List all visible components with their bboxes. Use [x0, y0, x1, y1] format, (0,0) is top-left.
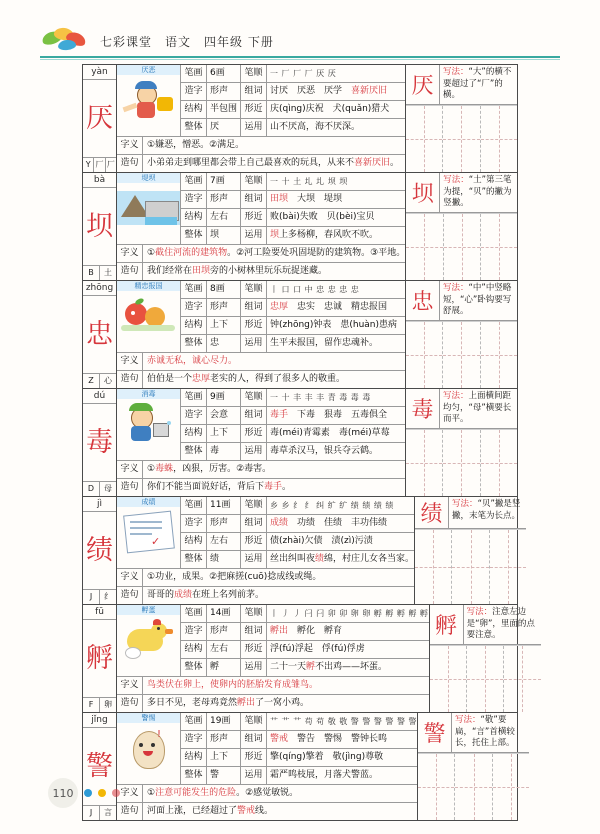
label-bihua: 笔画 — [181, 497, 207, 514]
value-zaozi: 形声 — [207, 515, 241, 532]
value-ziyi: ①截住河流的建筑物。②河工险要处巩固堤防的建筑物。③平地。 — [147, 248, 406, 258]
illustration-cell — [117, 65, 181, 136]
practice-grid-box[interactable] — [443, 106, 480, 173]
char-code: J — [83, 806, 100, 820]
character-entry-row — [83, 389, 517, 497]
practice-grid-box[interactable] — [467, 646, 504, 713]
model-character: 毒 — [406, 389, 440, 428]
footer-dot-icon — [112, 789, 120, 797]
entry-detail-cell — [117, 713, 417, 820]
label-zuci: 组词 — [241, 623, 267, 640]
char-code: 母 — [104, 484, 112, 493]
footer-dot-icon — [84, 789, 92, 797]
char-headword-cell — [83, 65, 117, 172]
label-bihua: 笔画 — [181, 281, 207, 298]
header-title: 七彩课堂 语文 四年级 下册 — [100, 34, 274, 49]
value-bishun: 一 十 丰 丰 丰 青 毒 毒 毒 — [270, 393, 371, 402]
exam-paper-illustration: ✓ — [117, 507, 180, 568]
practice-grid-box[interactable] — [443, 430, 480, 497]
value-bihua: 8画 — [207, 281, 241, 298]
char-headword-cell — [83, 173, 117, 280]
value-jiegou: 左右 — [207, 533, 241, 550]
value-xingjin: 浮(fú)浮起 俘(fú)俘虏 — [270, 644, 365, 654]
practice-grid-box[interactable] — [406, 430, 443, 497]
label-yunyong: 运用 — [241, 443, 267, 460]
practice-grid-box[interactable] — [481, 322, 517, 389]
character-entry-row — [83, 281, 517, 389]
label-xingjin: 形近 — [241, 425, 267, 442]
value-jiegou: 上下 — [207, 425, 241, 442]
char-code: 厂 — [106, 160, 115, 169]
character-entry-row — [83, 713, 517, 820]
value-zuci: 田坝 大坝 堤坝 — [270, 194, 343, 204]
value-jiegou: 上下 — [207, 317, 241, 334]
writing-note: 写法：“大”的横不要超过了“厂”的横。 — [443, 67, 512, 100]
boy-refusing-illustration — [117, 75, 180, 136]
value-zuci: 警戒 警告 警惕 警钟长鸣 — [270, 734, 388, 744]
label-xingjin: 形近 — [241, 641, 267, 658]
character-entry-row — [83, 173, 517, 281]
value-bishun: 一 厂 厂 厂 厌 厌 — [270, 69, 337, 78]
value-xingjin: 庆(qìng)庆祝 犬(quǎn)猎犬 — [270, 104, 390, 114]
value-zaoju: 我们经常在田坝旁的小树林里玩乐玩捉迷藏。 — [147, 266, 328, 276]
value-zaozi: 形声 — [207, 83, 241, 100]
label-jiegou: 结构 — [181, 641, 207, 658]
practice-grid[interactable] — [406, 429, 517, 497]
page-number: 110 — [48, 778, 78, 808]
char-headword-cell — [83, 497, 117, 604]
value-zuci: 成绩 功绩 佳绩 丰功伟绩 — [270, 518, 388, 528]
model-character: 绩 — [415, 497, 449, 528]
pinyin-label: jǐng — [83, 713, 116, 728]
practice-grid[interactable] — [430, 645, 541, 713]
label-xingjin: 形近 — [241, 749, 267, 766]
value-zaoju: 多日不见，老母鸡竟然孵出了一窝小鸡。 — [147, 698, 310, 708]
label-zaozi: 造字 — [181, 623, 207, 640]
illustration-cell — [117, 173, 181, 244]
practice-grid-box[interactable] — [481, 214, 517, 281]
label-ziyi: 字义 — [117, 785, 143, 802]
value-ziyi: ①功业，成果。②把麻搓(cuō)捻成线或绳。 — [147, 572, 322, 582]
value-bihua: 9画 — [207, 389, 241, 406]
value-zaozi: 会意 — [207, 407, 241, 424]
char-code-row — [83, 697, 116, 712]
practice-grid[interactable] — [406, 321, 517, 389]
value-ziyi: ①毒蛛，凶狠，厉害。②毒害。 — [147, 464, 272, 474]
label-zaoju: 造句 — [117, 587, 143, 604]
value-bishun: 丨 口 口 中 忠 忠 忠 忠 — [270, 285, 360, 294]
model-character: 厌 — [406, 65, 440, 104]
value-bihua: 19画 — [207, 713, 241, 730]
value-xingjin: 擎(qíng)擎着 敬(jìng)尊敬 — [270, 752, 384, 762]
value-ziyi: ①嫌恶，憎恶。②满足。 — [147, 140, 245, 150]
label-ziyi: 字义 — [117, 245, 143, 262]
label-bihua: 笔画 — [181, 713, 207, 730]
label-bishun: 笔顺 — [241, 713, 267, 730]
practice-grid-box[interactable] — [452, 530, 489, 604]
value-zaoju: 伯伯是一个忠厚老实的人，得到了很多人的敬重。 — [147, 374, 346, 384]
value-zuci: 忠厚 忠实 忠诚 精忠报国 — [270, 302, 388, 312]
writing-note: 写法：上面横间距均匀，“母”横要长而平。 — [443, 391, 512, 424]
label-zuci: 组词 — [241, 731, 267, 748]
character-table — [82, 64, 535, 821]
value-jiegou: 上下 — [207, 749, 241, 766]
character-entry-row — [83, 65, 517, 173]
value-ziyi: 赤诚无私，诚心尽力。 — [147, 356, 238, 366]
value-zaoju: 你们不能当面说好话，背后下毒手。 — [147, 482, 292, 492]
label-yunyong: 运用 — [241, 227, 267, 244]
model-character: 忠 — [406, 281, 440, 320]
value-bishun: 一 十 土 圠 圠 坝 坝 — [270, 177, 348, 186]
value-bishun: 乡 乡 纟 纟 纠 纩 纩 绩 绩 绩 绩 — [270, 501, 394, 510]
label-zaoju: 造句 — [117, 695, 143, 712]
value-zhengti: 厌 — [207, 119, 241, 136]
char-code-row — [83, 373, 116, 388]
value-ziyi: 鸟类伏在卵上，使卵内的胚胎发育成雏鸟。 — [147, 680, 319, 690]
label-zhengti: 整体 — [181, 335, 207, 352]
char-code: 土 — [104, 268, 112, 277]
entry-detail-cell — [117, 65, 405, 172]
label-zaozi: 造字 — [181, 515, 207, 532]
char-code: Z — [83, 374, 100, 388]
pinyin-label: yàn — [83, 65, 116, 80]
writing-tip-cell — [405, 389, 517, 496]
label-zaoju: 造句 — [117, 803, 143, 820]
label-xingjin: 形近 — [241, 209, 267, 226]
illustration-cell — [117, 497, 181, 568]
illustration-cell — [117, 389, 181, 460]
char-code-row — [83, 157, 116, 172]
char-code: 言 — [104, 808, 112, 817]
practice-grid-box[interactable] — [406, 106, 443, 173]
value-xingjin: 毒(méi)青霉素 毒(méi)草莓 — [270, 428, 390, 438]
label-jiegou: 结构 — [181, 425, 207, 442]
hen-hatching-eggs-illustration — [117, 615, 180, 676]
value-zaoju: 哥哥的成绩在班上名列前茅。 — [147, 590, 265, 600]
practice-grid-box[interactable] — [406, 322, 443, 389]
practice-grid[interactable] — [406, 105, 517, 173]
dam-illustration — [117, 183, 180, 244]
headword-character: 毒 — [86, 427, 113, 458]
label-jiegou: 结构 — [181, 533, 207, 550]
headword-character: 孵 — [86, 643, 113, 674]
value-zaoju: 小弟弟走到哪里都会带上自己最喜欢的玩具，从来不喜新厌旧。 — [147, 158, 400, 168]
value-yunyong: 山不厌高，海不厌深。 — [270, 122, 361, 132]
label-zhengti: 整体 — [181, 227, 207, 244]
char-code: J — [83, 590, 100, 604]
label-jiegou: 结构 — [181, 101, 207, 118]
label-zuci: 组词 — [241, 83, 267, 100]
label-ziyi: 字义 — [117, 137, 143, 154]
label-jiegou: 结构 — [181, 209, 207, 226]
value-yunyong: 毒草杀汉马，银兵夺云鹤。 — [270, 446, 379, 456]
practice-grid-box[interactable] — [406, 214, 443, 281]
illustration-caption: 堤坝 — [117, 173, 180, 183]
label-ziyi: 字义 — [117, 677, 143, 694]
practice-grid-box[interactable] — [481, 430, 517, 497]
writing-tip-cell — [405, 281, 517, 388]
char-code: F — [83, 698, 100, 712]
value-zhengti: 毒 — [207, 443, 241, 460]
illustration-cell — [117, 605, 181, 676]
label-bihua: 笔画 — [181, 173, 207, 190]
label-zaoju: 造句 — [117, 155, 143, 172]
value-zuci: 讨厌 厌恶 厌学 喜新厌旧 — [270, 86, 388, 96]
pinyin-label: dú — [83, 389, 116, 404]
char-code: 卵 — [104, 700, 112, 709]
value-ziyi: ①注意可能发生的危险。②感觉敏锐。 — [147, 788, 299, 798]
value-bihua: 14画 — [207, 605, 241, 622]
label-bihua: 笔画 — [181, 605, 207, 622]
label-bishun: 笔顺 — [241, 173, 267, 190]
character-entry-row — [83, 605, 535, 713]
entry-detail-cell — [117, 281, 405, 388]
label-yunyong: 运用 — [241, 119, 267, 136]
value-yunyong: 丝出纠叫夜绩绵，村庄儿女各当家。 — [270, 554, 415, 564]
entry-detail-cell — [117, 605, 429, 712]
pinyin-label: zhōng — [83, 281, 116, 296]
label-bishun: 笔顺 — [241, 281, 267, 298]
character-entry-row — [83, 497, 521, 605]
value-jiegou: 半包围 — [207, 101, 241, 118]
footer-dot-icon — [98, 789, 106, 797]
writing-tip-cell — [414, 497, 526, 604]
value-zhengti: 忠 — [207, 335, 241, 352]
value-bishun: 艹 艹 艹 苟 苟 敬 敬 警 警 警 警 警 警 — [270, 717, 418, 726]
value-yunyong: 霜严鸣枝展，月落犬警蓝。 — [270, 770, 379, 780]
headword-character: 绩 — [86, 535, 113, 566]
label-zhengti: 整体 — [181, 119, 207, 136]
label-xingjin: 形近 — [241, 533, 267, 550]
label-ziyi: 字义 — [117, 461, 143, 478]
egg-character-alert-illustration: ! — [117, 723, 180, 784]
writing-note: 写法：“土”第三笔为提，“贝”的撇为竖撇。 — [443, 175, 512, 208]
illustration-caption: 成绩 — [117, 497, 180, 507]
illustration-cell — [117, 713, 181, 784]
model-character: 坝 — [406, 173, 440, 212]
pinyin-label: jì — [83, 497, 116, 512]
label-yunyong: 运用 — [241, 767, 267, 784]
char-headword-cell — [83, 605, 117, 712]
value-xingjin: 债(zhài)欠债 渍(zì)污渍 — [270, 536, 373, 546]
entry-detail-cell — [117, 497, 414, 604]
label-ziyi: 字义 — [117, 569, 143, 586]
practice-grid[interactable] — [406, 213, 517, 281]
practice-grid-box[interactable] — [418, 754, 455, 821]
char-code: 厂 — [94, 158, 105, 172]
char-code-row — [83, 481, 116, 496]
label-jiegou: 结构 — [181, 317, 207, 334]
label-zaoju: 造句 — [117, 371, 143, 388]
page-footer — [48, 778, 120, 808]
practice-grid[interactable] — [415, 529, 526, 604]
value-zhengti: 坝 — [207, 227, 241, 244]
value-zuci: 毒手 下毒 狠毒 五毒俱全 — [270, 410, 388, 420]
label-zaozi: 造字 — [181, 83, 207, 100]
label-zaozi: 造字 — [181, 731, 207, 748]
practice-grid-box[interactable] — [415, 530, 452, 604]
char-code: Y — [83, 158, 94, 172]
illustration-cell — [117, 281, 181, 352]
writing-note: 写法：“贝”撇是竖撇，末笔为长点。 — [452, 499, 521, 521]
page-header — [40, 24, 560, 58]
label-zuci: 组词 — [241, 191, 267, 208]
char-code-row — [83, 265, 116, 280]
value-jiegou: 左右 — [207, 641, 241, 658]
header-divider — [40, 56, 560, 58]
label-xingjin: 形近 — [241, 317, 267, 334]
label-zaoju: 造句 — [117, 479, 143, 496]
value-jiegou: 左右 — [207, 209, 241, 226]
model-character: 孵 — [430, 605, 464, 644]
value-bishun: 丨 丿 丿 闩 闩 卯 卯 卵 卵 孵 孵 孵 孵 孵 — [270, 609, 429, 618]
practice-grid-box[interactable] — [430, 646, 467, 713]
label-yunyong: 运用 — [241, 335, 267, 352]
label-zaoju: 造句 — [117, 263, 143, 280]
label-zhengti: 整体 — [181, 551, 207, 568]
value-zhengti: 绩 — [207, 551, 241, 568]
writing-note: 写法：注意左边是“卵”，里面的点要注意。 — [466, 607, 535, 640]
writing-note: 写法：“敬”要扁，“言”首横较长，托住上部。 — [455, 715, 515, 748]
practice-grid-box[interactable] — [443, 322, 480, 389]
label-ziyi: 字义 — [117, 353, 143, 370]
label-bishun: 笔顺 — [241, 497, 267, 514]
label-xingjin: 形近 — [241, 101, 267, 118]
label-yunyong: 运用 — [241, 551, 267, 568]
colorful-leaves-logo-icon — [40, 26, 94, 56]
label-zuci: 组词 — [241, 407, 267, 424]
value-zuci: 孵出 孵化 孵育 — [270, 626, 343, 636]
label-zaozi: 造字 — [181, 191, 207, 208]
value-bihua: 11画 — [207, 497, 241, 514]
value-zaoju: 河面上涨，已经超过了警戒线。 — [147, 806, 274, 816]
label-yunyong: 运用 — [241, 659, 267, 676]
headword-character: 警 — [86, 751, 113, 782]
value-bihua: 6画 — [207, 65, 241, 82]
practice-grid[interactable] — [418, 753, 529, 821]
illustration-caption: 警惕 — [117, 713, 180, 723]
label-zaozi: 造字 — [181, 407, 207, 424]
boy-spraying-disinfectant-illustration — [117, 399, 180, 460]
label-zhengti: 整体 — [181, 443, 207, 460]
char-code: 纟 — [104, 592, 112, 601]
label-zuci: 组词 — [241, 299, 267, 316]
practice-grid-box[interactable] — [444, 214, 481, 281]
illustration-caption: 孵蛋 — [117, 605, 180, 615]
char-code: B — [83, 266, 100, 280]
value-xingjin: 败(bài)失败 贝(bèi)宝贝 — [270, 212, 375, 222]
value-zaozi: 形声 — [207, 623, 241, 640]
label-zuci: 组词 — [241, 515, 267, 532]
headword-character: 坝 — [86, 211, 113, 242]
writing-tip-cell — [405, 173, 517, 280]
entry-detail-cell — [117, 173, 405, 280]
practice-grid-box[interactable] — [481, 106, 517, 173]
label-jiegou: 结构 — [181, 749, 207, 766]
value-yunyong: 坝上多杨柳，春风吹不吹。 — [270, 230, 379, 240]
value-zaozi: 形声 — [207, 299, 241, 316]
label-zhengti: 整体 — [181, 767, 207, 784]
model-character: 警 — [418, 713, 452, 752]
headword-character: 厌 — [86, 103, 113, 134]
writing-note: 写法：“中”中竖略短，“心”卧钩要写舒展。 — [443, 283, 512, 316]
char-headword-cell — [83, 281, 117, 388]
pinyin-label: bà — [83, 173, 116, 188]
label-bishun: 笔顺 — [241, 65, 267, 82]
writing-tip-cell — [417, 713, 529, 820]
practice-grid-box[interactable] — [490, 530, 526, 604]
value-zaozi: 形声 — [207, 191, 241, 208]
value-zhengti: 孵 — [207, 659, 241, 676]
label-bihua: 笔画 — [181, 65, 207, 82]
value-yunyong: 生平未报国，留作忠魂补。 — [270, 338, 379, 348]
label-bishun: 笔顺 — [241, 605, 267, 622]
label-bishun: 笔顺 — [241, 389, 267, 406]
label-zaozi: 造字 — [181, 299, 207, 316]
value-zaozi: 形声 — [207, 731, 241, 748]
char-headword-cell — [83, 389, 117, 496]
illustration-caption: 消毒 — [117, 389, 180, 399]
char-code: 心 — [104, 376, 112, 385]
value-zhengti: 警 — [207, 767, 241, 784]
char-code-row — [83, 589, 116, 604]
label-bihua: 笔画 — [181, 389, 207, 406]
char-code: D — [83, 482, 100, 496]
practice-grid-box[interactable] — [455, 754, 492, 821]
practice-grid-box[interactable] — [504, 646, 540, 713]
practice-grid-box[interactable] — [493, 754, 529, 821]
apple-fruit-illustration — [117, 291, 180, 352]
value-xingjin: 钟(zhōng)钟表 患(huàn)患病 — [270, 320, 398, 330]
writing-tip-cell — [429, 605, 541, 712]
value-yunyong: 二十一天孵不出鸡——坏蛋。 — [270, 662, 388, 672]
value-bihua: 7画 — [207, 173, 241, 190]
illustration-caption: 厌恶 — [117, 65, 180, 75]
entry-detail-cell — [117, 389, 405, 496]
illustration-caption: 精忠报国 — [117, 281, 180, 291]
writing-tip-cell — [405, 65, 517, 172]
pinyin-label: fū — [83, 605, 116, 620]
headword-character: 忠 — [86, 319, 113, 350]
label-zhengti: 整体 — [181, 659, 207, 676]
